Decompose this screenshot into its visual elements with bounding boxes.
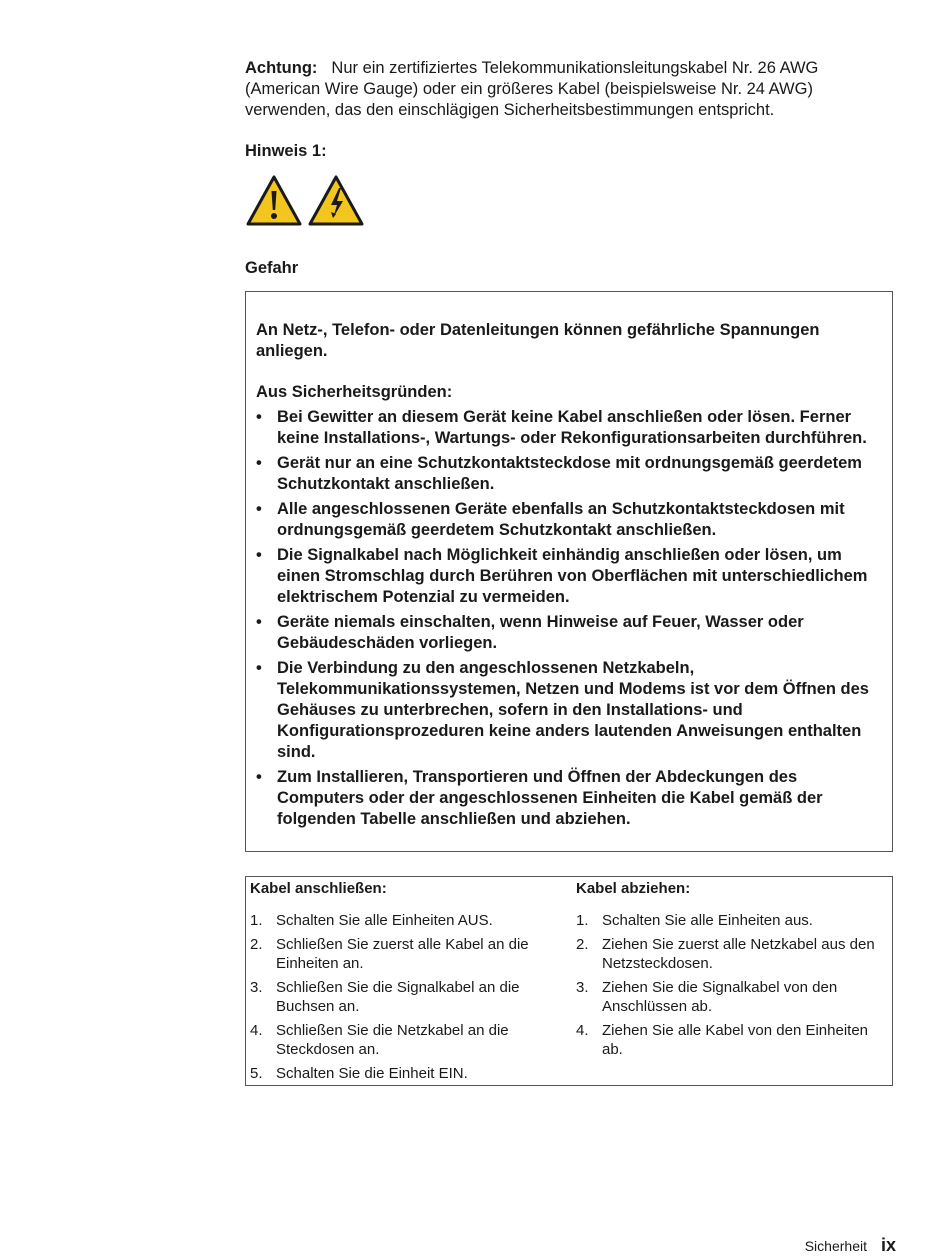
safety-reasons-heading: Aus Sicherheitsgründen: bbox=[256, 383, 453, 401]
safety-list-item: • Alle angeschlossenen Geräte ebenfalls an Schutzkontaktsteckdosen mit ordnungsgemäß geerdetem Schutzkontakt anschließen. bbox=[256, 500, 845, 539]
page-content bbox=[245, 58, 895, 1086]
cable-table bbox=[245, 876, 893, 1086]
note-heading: Hinweis 1: bbox=[245, 142, 327, 160]
disconnect-steps bbox=[576, 911, 888, 1059]
connect-step: 1. Schalten Sie alle Einheiten AUS. bbox=[250, 912, 493, 929]
hazard-icons bbox=[245, 174, 895, 230]
connect-steps bbox=[250, 911, 568, 1083]
connect-step: 3. Schließen Sie die Signalkabel an die Buchsen an. bbox=[250, 979, 520, 1015]
connect-step: 5. Schalten Sie die Einheit EIN. bbox=[250, 1065, 468, 1082]
disconnect-step: 2. Ziehen Sie zuerst alle Netzkabel aus den Netzsteckdosen. bbox=[576, 936, 875, 972]
safety-list-item: • Zum Installieren, Transportieren und Öffnen der Abdeckungen des Computers oder der angeschlossenen Einheiten die Kabel gemäß der folgenden Tabelle anschließen und abziehen. bbox=[256, 768, 823, 828]
disconnect-step: 4. Ziehen Sie alle Kabel von den Einheiten ab. bbox=[576, 1022, 869, 1058]
footer-section: Sicherheit bbox=[804, 1238, 867, 1254]
attention-label: Achtung: bbox=[245, 59, 318, 77]
danger-box bbox=[245, 291, 893, 852]
safety-list-item: • Bei Gewitter an diesem Gerät keine Kabel anschließen oder lösen. Ferner keine Installations-, Wartungs- oder Rekonfigurationsarbeiten durchführen. bbox=[256, 408, 867, 447]
warning-exclamation-icon bbox=[245, 174, 303, 228]
danger-heading: Gefahr bbox=[245, 259, 299, 277]
safety-list-item: • Die Verbindung zu den angeschlossenen Netzkabeln, Telekommunikationssystemen, Netzen und Modems ist vor dem Öffnen des Gehäuses zu unterbrechen, sofern in den Installations- und Konfigurationsprozeduren keine anders lautenden Anweisungen enthalten sind. bbox=[256, 659, 869, 761]
disconnect-column bbox=[572, 877, 892, 1085]
safety-list-item: • Die Signalkabel nach Möglichkeit einhändig anschließen oder lösen, um einen Stromschlag durch Berühren von Oberflächen mit unterschiedlichem elektrischem Potenzial zu vermeiden. bbox=[256, 546, 868, 606]
danger-intro: An Netz-, Telefon- oder Datenleitungen können gefährliche Spannungen anliegen. bbox=[256, 321, 820, 360]
connect-column bbox=[246, 877, 572, 1085]
page-footer bbox=[805, 1235, 896, 1256]
safety-list-item: • Gerät nur an eine Schutzkontaktsteckdose mit ordnungsgemäß geerdetem Schutzkontakt anschließen. bbox=[256, 454, 862, 493]
attention-text: Nur ein zertifiziertes Telekommunikationsleitungskabel Nr. 26 AWG (American Wire Gauge) oder ein größeres Kabel (beispielsweise Nr. 24 AWG) verwenden, das den einschlägigen Sicherheitsbestimmungen entspricht. bbox=[245, 59, 819, 119]
disconnect-step: 3. Ziehen Sie die Signalkabel von den Anschlüssen ab. bbox=[576, 979, 838, 1015]
safety-list-item: • Geräte niemals einschalten, wenn Hinweise auf Feuer, Wasser oder Gebäudeschäden vorliegen. bbox=[256, 613, 804, 652]
disconnect-heading: Kabel abziehen: bbox=[576, 880, 691, 897]
connect-heading: Kabel anschließen: bbox=[250, 880, 387, 897]
electrical-hazard-icon bbox=[307, 174, 365, 228]
attention-note bbox=[245, 58, 895, 121]
connect-step: 2. Schließen Sie zuerst alle Kabel an die Einheiten an. bbox=[250, 936, 529, 972]
connect-step: 4. Schließen Sie die Netzkabel an die Steckdosen an. bbox=[250, 1022, 509, 1058]
disconnect-step: 1. Schalten Sie alle Einheiten aus. bbox=[576, 912, 813, 929]
safety-list bbox=[256, 407, 882, 830]
page-number: ix bbox=[880, 1235, 896, 1255]
